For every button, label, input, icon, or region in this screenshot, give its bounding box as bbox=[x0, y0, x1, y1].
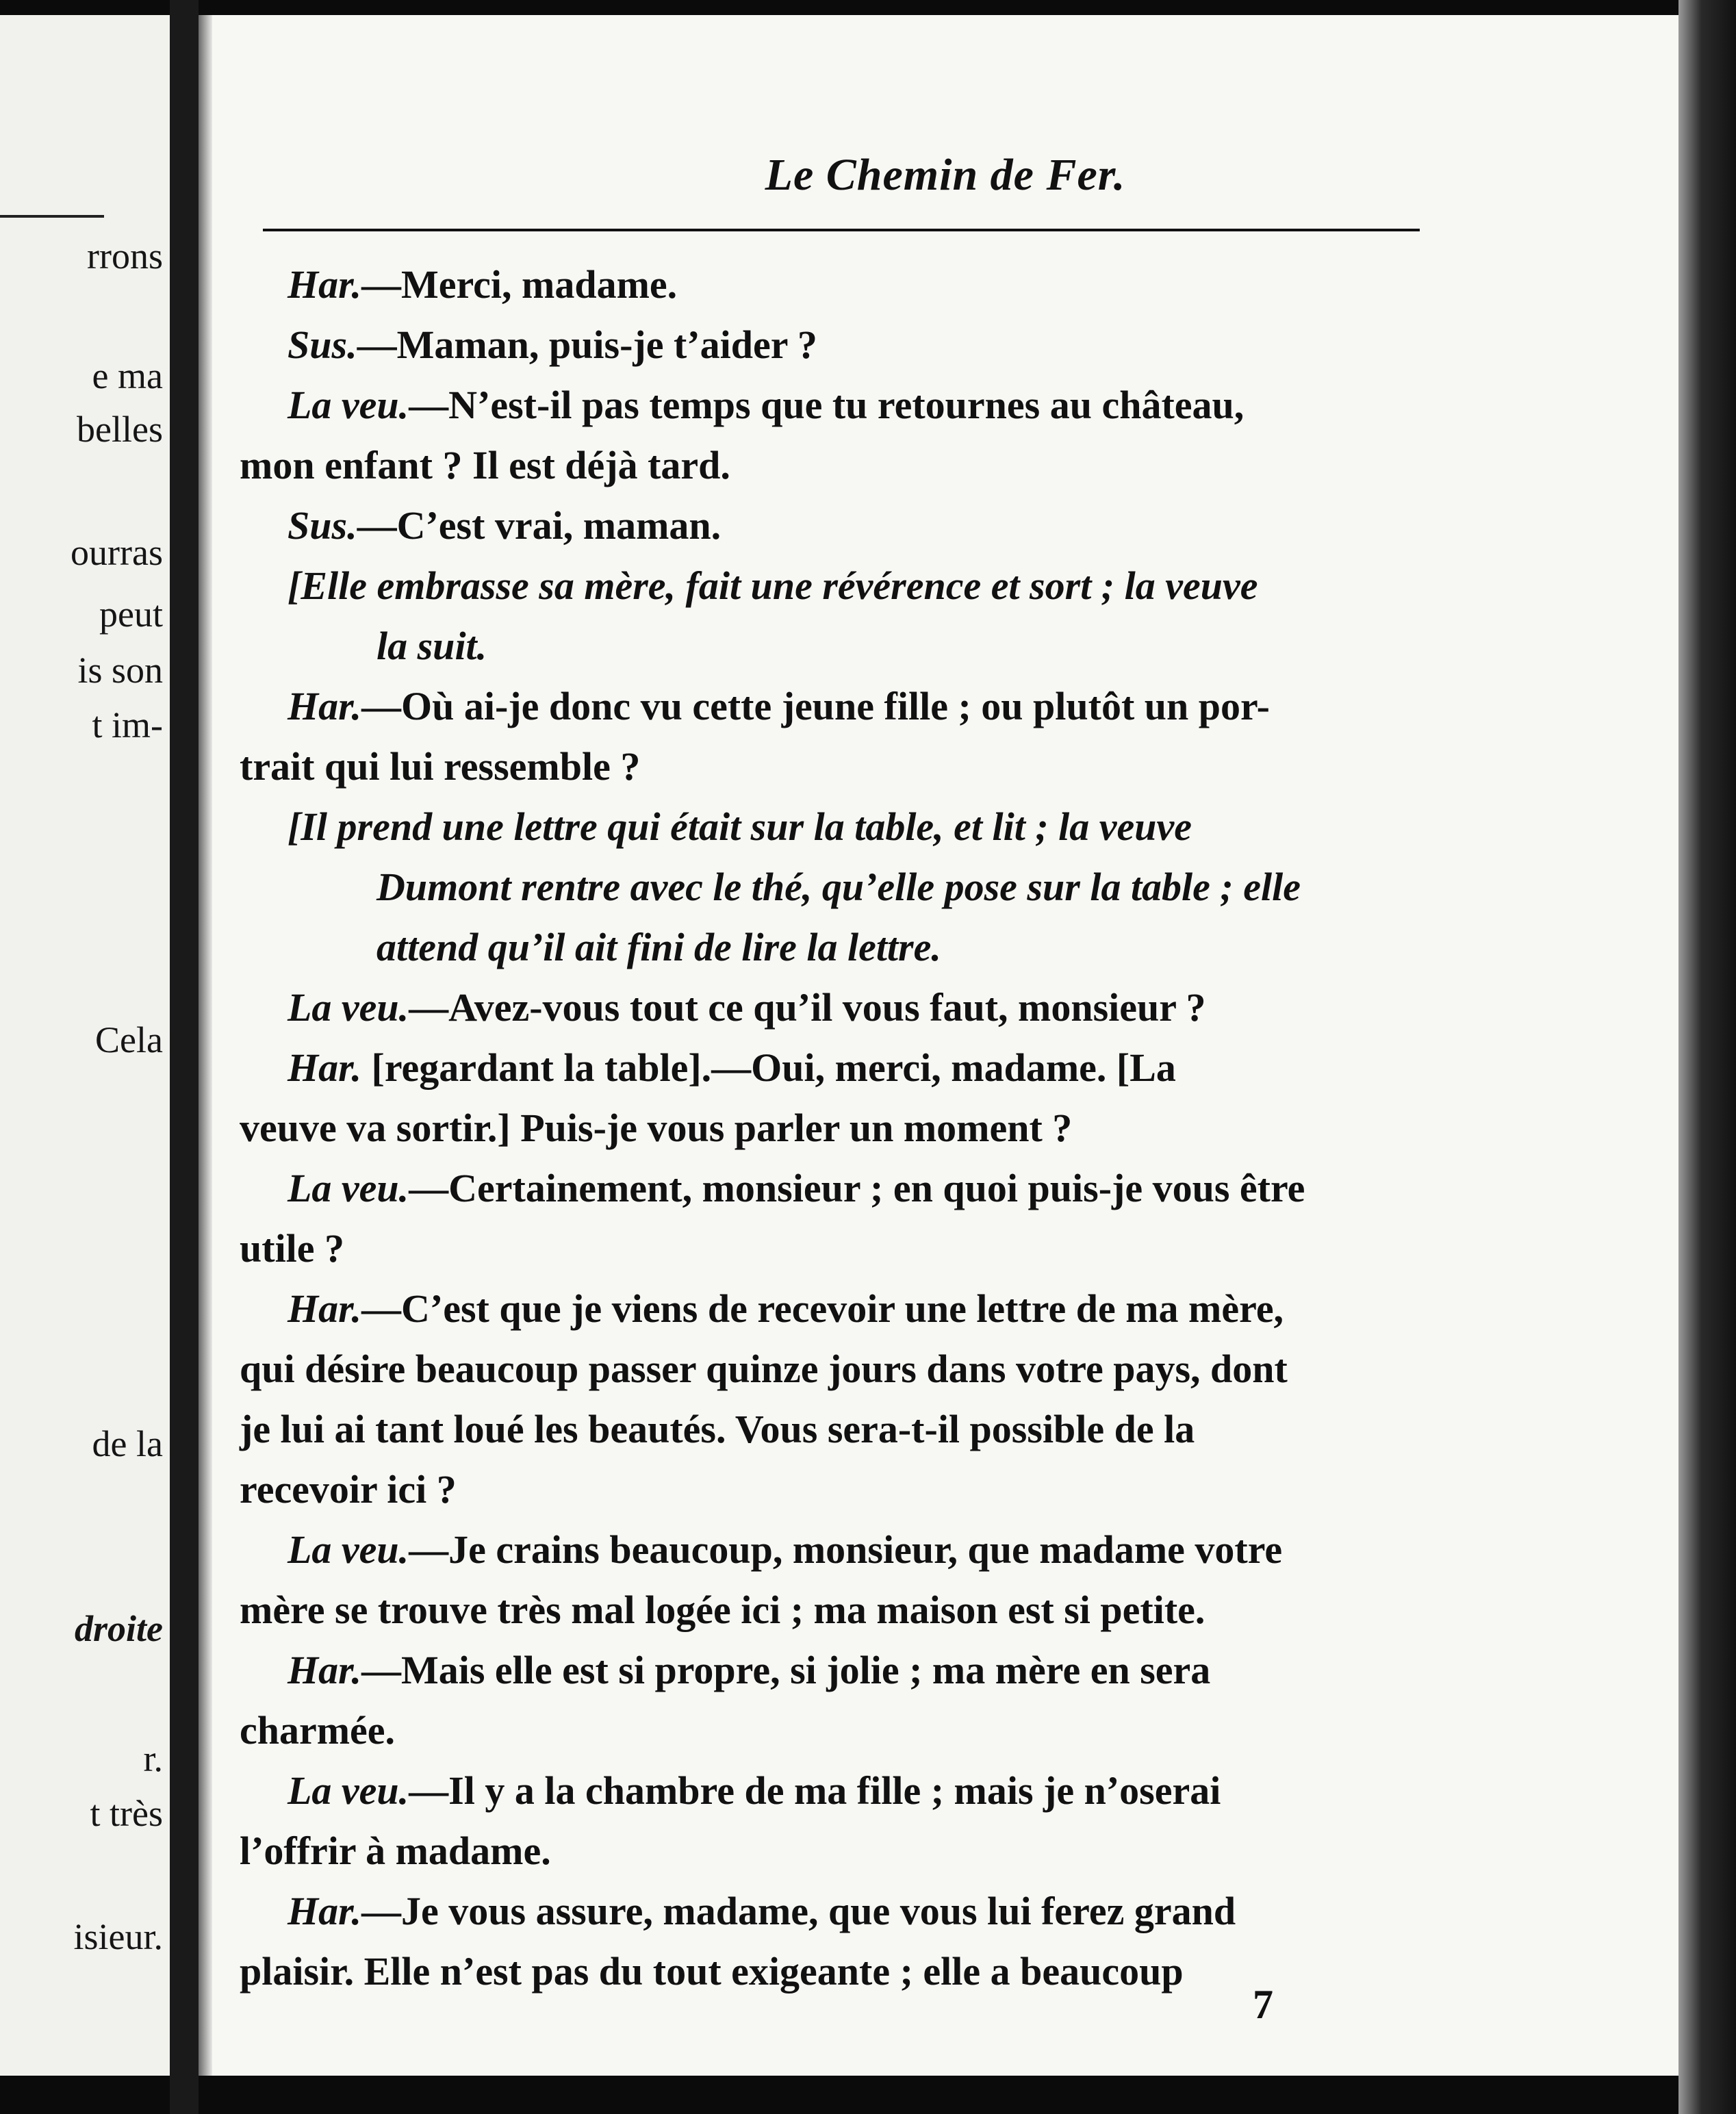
dialogue-line bbox=[240, 1279, 1444, 1339]
dialogue-line bbox=[240, 1761, 1444, 1821]
dialogue-line bbox=[240, 315, 1444, 375]
speaker-name: Har. bbox=[288, 684, 361, 728]
dialogue-line bbox=[240, 375, 1444, 435]
left-page-line: e ma bbox=[92, 355, 163, 396]
left-page-line: is son bbox=[77, 650, 163, 691]
speech-text: —N’est-il pas temps que tu retournes au château, bbox=[409, 383, 1244, 427]
speech-continuation: l’offrir à madame. bbox=[240, 1829, 551, 1873]
left-page-line: droite bbox=[75, 1608, 163, 1649]
speaker-name: Har. bbox=[288, 1045, 361, 1090]
speech-continuation: charmée. bbox=[240, 1708, 396, 1753]
book-page bbox=[212, 15, 1678, 2076]
dialogue-text bbox=[240, 255, 1444, 2002]
speech-text: —Il y a la chambre de ma fille ; mais je n’oserai bbox=[409, 1768, 1221, 1813]
speech-continuation: utile ? bbox=[240, 1226, 345, 1271]
stage-direction: [Elle embrasse sa mère, fait une révérence et sort ; la veuve bbox=[288, 563, 1258, 608]
left-page-line: t im- bbox=[92, 704, 163, 746]
speech-continuation: mon enfant ? Il est déjà tard. bbox=[240, 443, 730, 487]
speech-text: —Où ai-je donc vu cette jeune fille ; ou plutôt un por- bbox=[361, 684, 1270, 728]
running-head: Le Chemin de Fer. bbox=[765, 150, 1126, 200]
header-rule bbox=[263, 229, 1420, 231]
left-page-line: peut bbox=[99, 594, 163, 635]
speaker-name: La veu. bbox=[288, 383, 409, 427]
stage-direction-cont: Dumont rentre avec le thé, qu’elle pose sur la table ; elle bbox=[376, 865, 1301, 909]
left-page-line: de la bbox=[92, 1423, 163, 1464]
dialogue-line bbox=[240, 676, 1444, 737]
left-page-line: r. bbox=[143, 1738, 163, 1779]
speaker-name: La veu. bbox=[288, 1768, 409, 1813]
speech-text: —Mais elle est si propre, si jolie ; ma mère en sera bbox=[361, 1648, 1211, 1692]
speaker-name: La veu. bbox=[288, 1527, 409, 1572]
speaker-name: Har. bbox=[288, 1889, 361, 1933]
left-page-line: isieur. bbox=[73, 1916, 163, 1957]
page-edge bbox=[1678, 0, 1736, 2114]
page-number: 7 bbox=[1253, 1982, 1273, 2027]
speech-text: —Je crains beaucoup, monsieur, que madame votre bbox=[409, 1527, 1283, 1572]
speaker-name: Har. bbox=[288, 1286, 361, 1331]
speaker-name: Har. bbox=[288, 1648, 361, 1692]
left-page-fragment bbox=[0, 15, 170, 2076]
stage-direction-cont: attend qu’il ait fini de lire la lettre. bbox=[376, 925, 941, 969]
speech-text: —C’est que je viens de recevoir une lettre de ma mère, bbox=[361, 1286, 1284, 1331]
stage-direction-cont: la suit. bbox=[376, 624, 487, 668]
binding-gutter bbox=[170, 0, 199, 2114]
speech-continuation: veuve va sortir.] Puis-je vous parler un moment ? bbox=[240, 1106, 1073, 1150]
left-page-line: Cela bbox=[95, 1019, 163, 1060]
dialogue-line bbox=[240, 1881, 1444, 1941]
speaker-name: Har. bbox=[288, 262, 361, 307]
speech-continuation: recevoir ici ? bbox=[240, 1467, 457, 1512]
dialogue-line bbox=[240, 1640, 1444, 1701]
left-page-line: rrons bbox=[87, 235, 163, 277]
speech-text: [regardant la table].—Oui, merci, madame. [La bbox=[361, 1045, 1176, 1090]
left-page-line: belles bbox=[77, 409, 163, 450]
dialogue-line bbox=[240, 1158, 1444, 1219]
left-page-line: ourras bbox=[71, 532, 163, 573]
left-page-line: t très bbox=[90, 1793, 163, 1834]
dialogue-line bbox=[240, 255, 1444, 315]
speaker-name: Sus. bbox=[288, 503, 357, 548]
speech-continuation: je lui ai tant loué les beautés. Vous sera-t-il possible de la bbox=[240, 1407, 1195, 1451]
dialogue-line bbox=[240, 496, 1444, 556]
speech-continuation: mère se trouve très mal logée ici ; ma maison est si petite. bbox=[240, 1588, 1205, 1632]
left-page-rule bbox=[0, 215, 104, 218]
speech-text: —C’est vrai, maman. bbox=[357, 503, 722, 548]
speech-text: —Avez-vous tout ce qu’il vous faut, monsieur ? bbox=[409, 985, 1206, 1030]
speech-continuation: trait qui lui ressemble ? bbox=[240, 744, 641, 789]
speech-text: —Certainement, monsieur ; en quoi puis-je vous être bbox=[409, 1166, 1305, 1210]
speech-continuation: plaisir. Elle n’est pas du tout exigeante ; elle a beaucoup bbox=[240, 1949, 1184, 1994]
dialogue-line bbox=[240, 1520, 1444, 1580]
stage-direction: [Il prend une lettre qui était sur la table, et lit ; la veuve bbox=[288, 804, 1192, 849]
speaker-name: La veu. bbox=[288, 985, 409, 1030]
speaker-name: Sus. bbox=[288, 322, 357, 367]
speech-text: —Maman, puis-je t’aider ? bbox=[357, 322, 817, 367]
dialogue-line bbox=[240, 1038, 1444, 1098]
speech-continuation: qui désire beaucoup passer quinze jours dans votre pays, dont bbox=[240, 1347, 1288, 1391]
speaker-name: La veu. bbox=[288, 1166, 409, 1210]
speech-text: —Je vous assure, madame, que vous lui ferez grand bbox=[361, 1889, 1236, 1933]
dialogue-line bbox=[240, 978, 1444, 1038]
gutter-shadow bbox=[199, 15, 212, 2076]
speech-text: —Merci, madame. bbox=[361, 262, 678, 307]
